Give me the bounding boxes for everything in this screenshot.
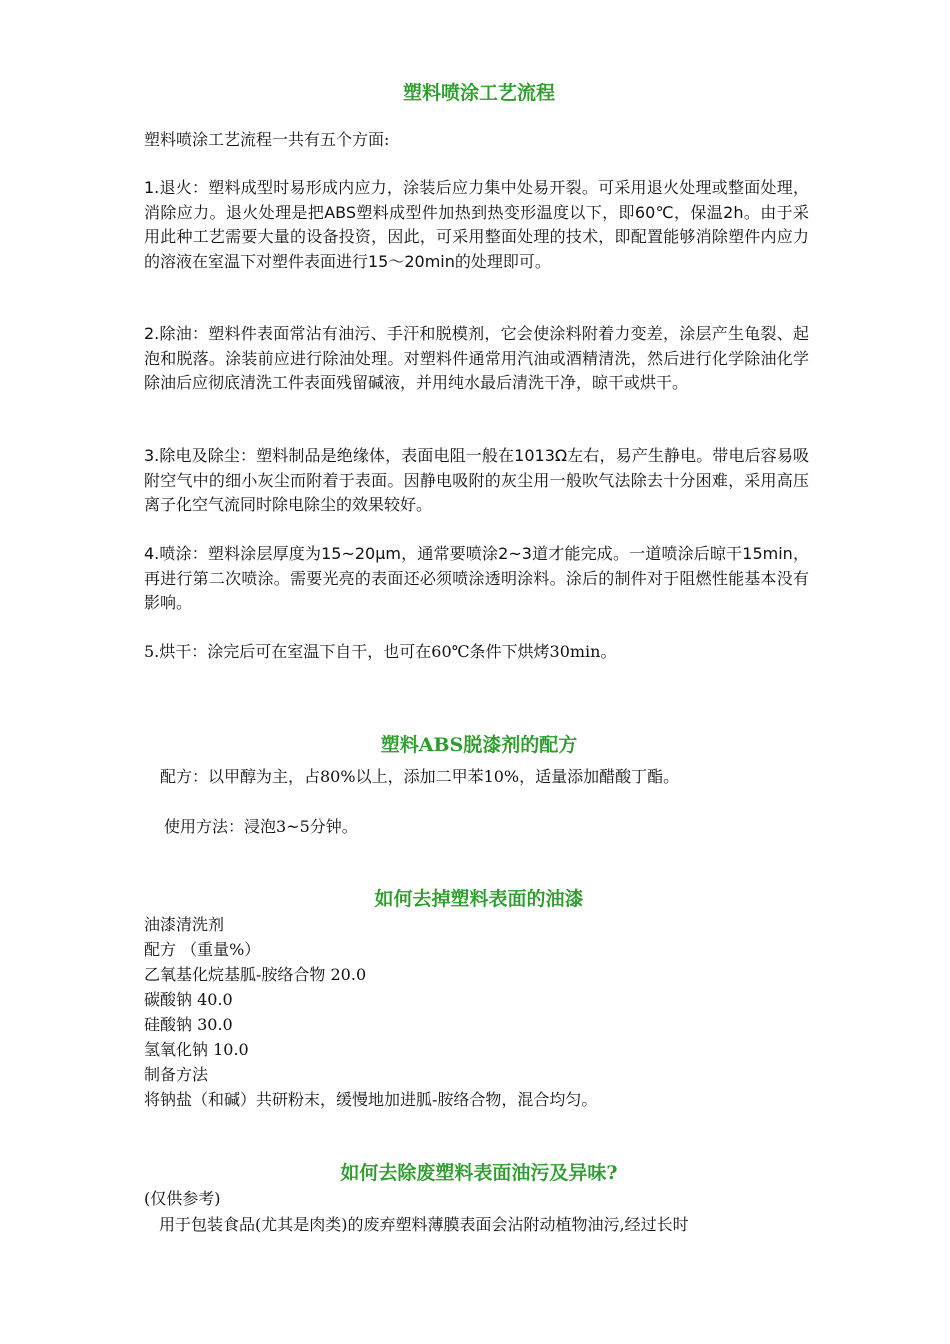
section1-intro: 塑料喷涂工艺流程一共有五个方面: xyxy=(144,130,390,149)
reference-note: (仅供参考) xyxy=(144,1189,221,1208)
section1-title: 塑料喷涂工艺流程 xyxy=(402,82,555,104)
paint-remover-list xyxy=(144,912,597,1112)
step-annealing: 1.退火：塑料成型时易形成内应力，涂装后应力集中处易开裂。可采用退火处理或整面处理，消除应力。退火处理是把ABS塑料成型件加热到热变形温度以下，即60℃，保温2h。由于采用此种工艺需要大量的设备投资，因此，可采用整面处理的技术，即配置能够消除塑件内应力的溶液在室温下对塑件表面进行15～20min的处理即可。 xyxy=(144,178,809,271)
list-item: 硅酸钠 30.0 xyxy=(144,1015,233,1034)
section4-text: 用于包装食品(尤其是肉类)的废弃塑料薄膜表面会沾附动植物油污,经过长时 xyxy=(159,1215,689,1234)
list-item: 氢氧化钠 10.0 xyxy=(144,1040,249,1059)
list-item: 将钠盐（和碱）共研粉末，缓慢地加进胍-胺络合物，混合均匀。 xyxy=(144,1090,598,1109)
list-item: 配方 （重量%） xyxy=(144,940,261,959)
section3-title: 如何去掉塑料表面的油漆 xyxy=(374,888,584,910)
step-drying: 5.烘干：涂完后可在室温下自干，也可在60℃条件下烘烤30min。 xyxy=(144,642,617,661)
step-destatic: 3.除电及除尘：塑料制品是绝缘体，表面电阻一般在1013Ω左右，易产生静电。带电后容易吸附空气中的细小灰尘而附着于表面。因静电吸附的灰尘用一般吹气法除去十分困难，采用高压离子化空气流同时除电除尘的效果较好。 xyxy=(144,446,809,514)
section2-title: 塑料ABS脱漆剂的配方 xyxy=(380,734,578,756)
list-item: 碳酸钠 40.0 xyxy=(144,990,233,1009)
list-item: 制备方法 xyxy=(144,1065,209,1084)
abs-usage: 使用方法：浸泡3~5分钟。 xyxy=(164,817,358,836)
abs-formula: 配方：以甲醇为主，占80%以上，添加二甲苯10%，适量添加醋酸丁酯。 xyxy=(160,767,680,786)
step-spraying: 4.喷涂：塑料涂层厚度为15~20μm，通常要喷涂2~3道才能完成。一道喷涂后晾干15min，再进行第二次喷涂。需要光亮的表面还必须喷涂透明涂料。涂后的制件对于阻燃性能基本没有影响。 xyxy=(144,544,809,612)
section4-title: 如何去除废塑料表面油污及异味? xyxy=(340,1162,618,1184)
list-item: 油漆清洗剂 xyxy=(144,915,225,934)
list-item: 乙氧基化烷基胍-胺络合物 20.0 xyxy=(144,965,367,984)
step-degreasing: 2.除油：塑料件表面常沾有油污、手汗和脱模剂，它会使涂料附着力变差，涂层产生龟裂、起泡和脱落。涂装前应进行除油处理。对塑料件通常用汽油或酒精清洗，然后进行化学除油化学除油后应彻底清洗工件表面残留碱液，并用纯水最后清洗干净，晾干或烘干。 xyxy=(144,324,809,392)
